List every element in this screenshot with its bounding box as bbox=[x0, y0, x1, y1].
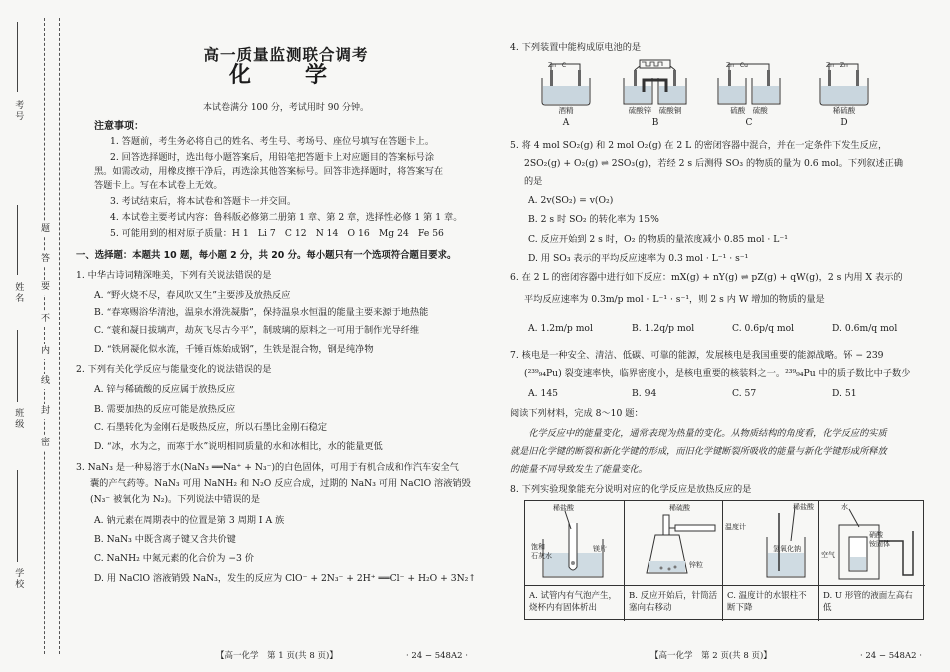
figure-tag: 稀盐酸 bbox=[793, 503, 814, 511]
cell-b bbox=[620, 58, 690, 132]
seal-char: 题 bbox=[41, 222, 50, 237]
question-stem: (²³⁹₉₄Pu) 裂变速率快，临界密度小，是核电重要的核装料之一。²³⁹₉₄Pu 中的质子数比中子数少 bbox=[524, 368, 911, 379]
seal-char: 要 bbox=[41, 280, 50, 295]
seal-char: 不 bbox=[41, 312, 50, 327]
option: C. NaNH₂ 中氮元素的化合价为 −3 价 bbox=[94, 553, 254, 564]
option: B. 2 s 时 SO₂ 的转化率为 15% bbox=[528, 214, 659, 225]
option: A. 钠元素在周期表中的位置是第 3 周期 Ⅰ A 族 bbox=[94, 515, 285, 526]
question-stem: 4. 下列装置中能构成原电池的是 bbox=[510, 42, 642, 53]
page-2 bbox=[510, 0, 940, 672]
option: D. 51 bbox=[832, 388, 857, 399]
exam-title: 高一质量监测联合调考 bbox=[203, 46, 369, 64]
question-stem: 2. 下列有关化学反应与能量变化的说法错误的是 bbox=[76, 364, 272, 375]
page-code: · 24 − 548A2 · bbox=[860, 651, 922, 661]
cut-line bbox=[44, 18, 45, 654]
option: B. NaN₃ 中既含离子键又含共价键 bbox=[94, 534, 236, 545]
passage-line: 的能量不同导致发生了能量变化。 bbox=[510, 464, 648, 475]
name-blank bbox=[17, 205, 18, 275]
page-footer: 【高一化学 第 1 页(共 8 页)】 bbox=[216, 651, 338, 661]
electrode-label: Zn C bbox=[548, 62, 567, 69]
figure-tag: 铵固体 bbox=[869, 540, 890, 548]
option-letter: D bbox=[840, 118, 848, 128]
question-stem: 6. 在 2 L 的密闭容器中进行如下反应：mX(g) + nY(g) ⇌ pZ(g) + qW(g)，2 s 内用 X 表示的 bbox=[510, 272, 903, 283]
question-stem: 囊的产气药等。NaN₃ 可用 NaNH₂ 和 N₂O 反应合成，过期的 NaN₃ 可用 NaClO 溶液销毁 bbox=[90, 478, 471, 489]
question-stem: 5. 将 4 mol SO₂(g) 和 2 mol O₂(g) 在 2 L 的密闭容器中混合，并在一定条件下发生反应， bbox=[510, 140, 888, 151]
question-stem: 7. 核电是一种安全、清洁、低碳、可靠的能源，发展核电是我国重要的能源战略。钚 − 239 bbox=[510, 350, 884, 361]
solution-label: 酒精 bbox=[558, 106, 574, 115]
class-label: 班级 bbox=[13, 408, 24, 430]
option: B. 94 bbox=[632, 388, 657, 399]
option-letter: C bbox=[745, 118, 753, 128]
passage-line: 化学反应中的能量变化，通常表现为热量的变化。从物质结构的角度看，化学反应的实质 bbox=[510, 428, 887, 439]
option: D. 用 NaClO 溶液销毁 NaN₃，发生的反应为 ClO⁻ + 2N₃⁻ + 2H⁺ ══Cl⁻ + H₂O + 3N₂↑ bbox=[94, 573, 476, 584]
option: B. 需要加热的反应可能是放热反应 bbox=[94, 404, 236, 415]
exam-no-label: 考号 bbox=[13, 100, 24, 122]
page-1 bbox=[76, 0, 496, 672]
notice-item: 黑。如需改动，用橡皮擦干净后，再选涂其他答案标号。回答非选择题时，将答案写在 bbox=[94, 166, 444, 177]
figure-tag: 氢氧化钠 bbox=[773, 545, 801, 553]
passage-line: 就是旧化学键的断裂和新化学键的形成，而旧化学键断裂所吸收的能量与新化学键形成所释放 bbox=[510, 446, 887, 457]
q8-experiment-table bbox=[524, 500, 924, 620]
option: B. 1.2q/p mol bbox=[632, 323, 695, 334]
option: B. 反应开始后，针筒活塞向右移动 bbox=[625, 585, 723, 621]
notice-item: 5. 可能用到的相对原子质量：H 1 Li 7 C 12 N 14 O 16 Mg 24 Fe 56 bbox=[110, 228, 444, 239]
seal-char: 线 bbox=[41, 374, 50, 389]
option: A. 1.2m/p mol bbox=[528, 323, 593, 334]
name-label: 姓名 bbox=[13, 282, 24, 304]
figure-tag: 稀硫酸 bbox=[669, 504, 690, 512]
galvanic-cell-figures bbox=[534, 58, 864, 132]
figure-tag: 锌粒 bbox=[689, 561, 703, 569]
seal-char: 封 bbox=[41, 404, 50, 419]
option-letter: A bbox=[562, 118, 570, 128]
figure-tag: 镁片 bbox=[593, 545, 607, 553]
electrode-label: Zn Zn bbox=[826, 62, 848, 69]
option: D. U 形管的液面左高右低 bbox=[819, 585, 925, 621]
reading-instruction: 阅读下列材料，完成 8～10 题： bbox=[510, 408, 644, 419]
cell-c bbox=[714, 58, 784, 132]
option: A. “野火烧不尽，春风吹又生”主要涉及放热反应 bbox=[94, 290, 291, 301]
figure-tag: 空气 bbox=[821, 551, 835, 559]
cell-d bbox=[812, 58, 876, 132]
option: D. “冰，水为之，而寒于水”说明相同质量的水和冰相比，水的能量更低 bbox=[94, 441, 383, 452]
cell-a bbox=[534, 58, 598, 132]
figure-d bbox=[819, 501, 925, 585]
notice-item: 1. 答题前，考生务必将自己的姓名、考生号、考场号、座位号填写在答题卡上。 bbox=[110, 136, 435, 147]
option: C. 0.6p/q mol bbox=[732, 323, 795, 334]
figure-b bbox=[625, 501, 723, 585]
figure-tag: 稀盐酸 bbox=[553, 504, 574, 512]
notice-heading: 注意事项： bbox=[94, 121, 144, 132]
cut-line bbox=[59, 18, 60, 654]
option: C. 石墨转化为金刚石是吸热反应，所以石墨比金刚石稳定 bbox=[94, 422, 328, 433]
school-label: 学校 bbox=[13, 568, 24, 590]
electrode-label: Zn Cu bbox=[726, 62, 748, 69]
option: A. 2v(SO₂) = v(O₂) bbox=[528, 195, 614, 206]
figure-tag: 饱和 bbox=[531, 543, 545, 551]
seal-char: 内 bbox=[41, 344, 50, 359]
option: C. 反应开始到 2 s 时，O₂ 的物质的量浓度减小 0.85 mol · L⁻¹ bbox=[528, 234, 788, 245]
option: D. 用 SO₃ 表示的平均反应速率为 0.3 mol · L⁻¹ · s⁻¹ bbox=[528, 253, 749, 264]
figure-tag: 石灰水 bbox=[531, 552, 552, 560]
class-blank bbox=[17, 330, 18, 402]
question-stem: 8. 下列实验现象能充分说明对应的化学反应是放热反应的是 bbox=[510, 484, 752, 495]
figure-tag: 温度计 bbox=[725, 523, 746, 531]
notice-item: 答题卡上。写在本试卷上无效。 bbox=[94, 180, 223, 191]
seal-char: 密 bbox=[41, 436, 50, 451]
solution-label: 硫酸 硫酸 bbox=[730, 106, 768, 115]
question-stem: 平均反应速率为 0.3m/p mol · L⁻¹ · s⁻¹，则 2 s 内 W 增加的物质的量是 bbox=[524, 294, 825, 305]
question-stem: 1. 中华古诗词精深唯美，下列有关说法错误的是 bbox=[76, 270, 272, 281]
option: A. 锌与稀硫酸的反应属于放热反应 bbox=[94, 384, 236, 395]
notice-item: 3. 考试结束后，将本试卷和答题卡一并交回。 bbox=[110, 196, 297, 207]
binding-margin bbox=[0, 0, 66, 672]
solution-label: 稀硫酸 bbox=[832, 106, 856, 115]
option: C. 温度计的水银柱不断下降 bbox=[723, 585, 819, 621]
page-footer: 【高一化学 第 2 页(共 8 页)】 bbox=[650, 651, 772, 661]
subject-title: 化 学 bbox=[228, 63, 343, 88]
question-stem: 3. NaN₃ 是一种易溶于水(NaN₃ ══Na⁺ + N₃⁻)的白色固体，可用于有机合成和作汽车安全气 bbox=[76, 462, 459, 473]
notice-item: 4. 本试卷主要考试内容：鲁科版必修第二册第 1 章、第 2 章，选择性必修 1 第 1 章。 bbox=[110, 212, 463, 223]
seal-char: 答 bbox=[41, 252, 50, 267]
figure-tag: 硝酸 bbox=[869, 531, 883, 539]
question-stem: 2SO₂(g) + O₂(g) ⇌ 2SO₃(g)，若经 2 s 后测得 SO₃ 的物质的量为 0.6 mol。下列叙述正确 bbox=[524, 158, 904, 169]
question-stem: 的是 bbox=[524, 176, 543, 187]
figure-tag: 水 bbox=[841, 503, 848, 511]
question-stem: (N₃⁻ 被氧化为 N₂)。下列说法中错误的是 bbox=[90, 494, 260, 505]
option: D. 0.6m/q mol bbox=[832, 323, 898, 334]
section-heading: 一、选择题：本题共 10 题，每小题 2 分，共 20 分。每小题只有一个选项符合题目要求。 bbox=[76, 250, 457, 261]
school-blank bbox=[17, 470, 18, 562]
option: A. 145 bbox=[528, 388, 559, 399]
option: C. “蓑和凝日拔璃声，劫灰飞尽古今平”，制玻璃的原料之一可用于制作光导纤维 bbox=[94, 325, 420, 336]
figure-c bbox=[723, 501, 819, 585]
exam-no-blank bbox=[17, 22, 18, 92]
page-code: · 24 − 548A2 · bbox=[406, 651, 468, 661]
option: C. 57 bbox=[732, 388, 757, 399]
solution-label: 硫酸锌 硫酸铜 bbox=[628, 106, 682, 115]
option-letter: B bbox=[651, 118, 659, 128]
option: B. “春寒赐浴华清池，温泉水滑洗凝脂”，保持温泉水恒温的能量主要来源于地热能 bbox=[94, 307, 429, 318]
figure-a bbox=[525, 501, 625, 585]
exam-info: 本试卷满分 100 分，考试用时 90 分钟。 bbox=[202, 103, 370, 113]
option: A. 试管内有气泡产生，烧杯内有固体析出 bbox=[525, 585, 625, 621]
option: D. “铁屑凝化似水流，千锤百炼始成钢”，生铁是混合物，钢是纯净物 bbox=[94, 344, 374, 355]
notice-item: 2. 回答选择题时，选出每小题答案后，用铅笔把答题卡上对应题目的答案标号涂 bbox=[110, 152, 435, 163]
